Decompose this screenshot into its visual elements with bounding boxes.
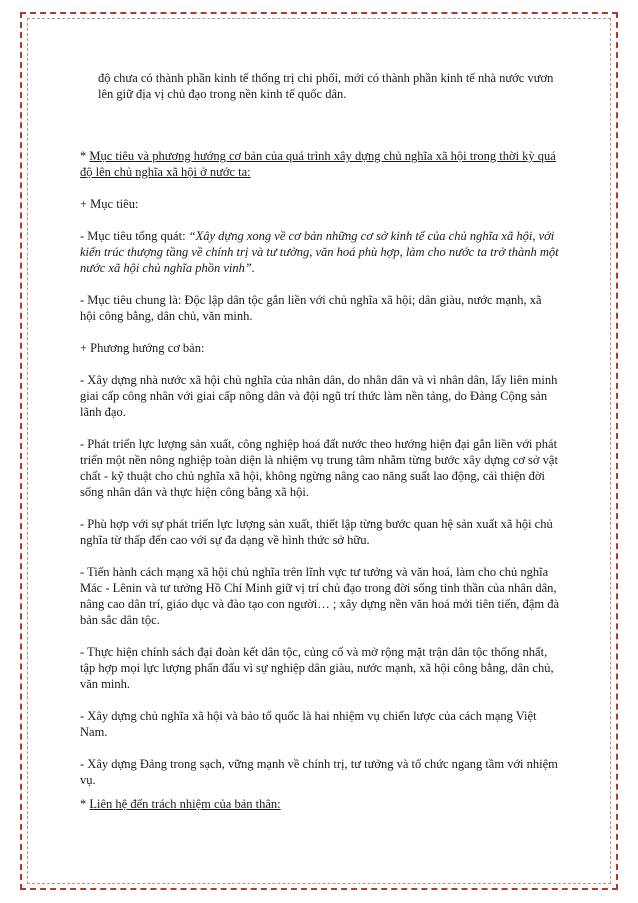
document-body: [80, 70, 560, 828]
heading-text: Mục tiêu và phương hướng cơ bản của quá trình xây dựng chủ nghĩa xã hội trong thời kỳ quá độ lên chủ nghĩa xã hội ở nước ta:: [80, 149, 556, 179]
section-heading-responsibility: [80, 796, 560, 812]
heading-marker: *: [80, 149, 90, 163]
paragraph-direction-party: - Xây dựng Đảng trong sạch, vững mạnh về chính trị, tư tưởng và tổ chức ngang tầm với nhiệm vụ.: [80, 757, 558, 787]
section-heading-goals: [80, 148, 560, 180]
responsibility-text: Liên hệ đến trách nhiệm của bản thân:: [89, 797, 281, 811]
subheading-directions: + Phương hướng cơ bản:: [80, 341, 205, 355]
subheading-goals: + Mục tiêu:: [80, 197, 139, 211]
paragraph-direction-state: - Xây dựng nhà nước xã hội chủ nghĩa của nhân dân, do nhân dân và vì nhân dân, lấy liên minh giai cấp công nhân với giai cấp nông dân và đội ngũ trí thức làm nền tảng, do Đảng Cộng sản lãnh đạo.: [80, 373, 558, 419]
paragraph-general-goal: [80, 228, 560, 276]
paragraph-direction-relations: - Phù hợp với sự phát triển lực lượng sản xuất, thiết lập từng bước quan hệ sản xuất xã hội chủ nghĩa từ thấp đến cao với sự đa dạng về hình thức sở hữu.: [80, 517, 553, 547]
paragraph-intro: độ chưa có thành phần kinh tế thống trị chi phối, mới có thành phần kinh tế nhà nước vươn lên giữ địa vị chủ đạo trong nền kinh tế quốc dân.: [98, 71, 554, 101]
general-goal-quote: “Xây dựng xong về cơ bản những cơ sở kinh tế của chủ nghĩa xã hội, với kiến trúc thượng tầng về chính trị và tư tưởng, văn hoá phù hợp, làm cho nước ta trở thành một nước xã hội chủ nghĩa phồn vinh”.: [80, 229, 559, 275]
responsibility-marker: *: [80, 797, 90, 811]
paragraph-direction-culture: - Tiến hành cách mạng xã hội chủ nghĩa trên lĩnh vực tư tưởng và văn hoá, làm cho chủ nghĩa Mác - Lênin và tư tưởng Hồ Chí Minh giữ vị trí chủ đạo trong đời sống tinh thần của nhân dân, nâng cao dân trí, giáo dục và đào tạo con người… ; xây dựng nền văn hoá mới tiên tiến, đậm đà bản sắc dân tộc.: [80, 565, 560, 627]
paragraph-direction-production: - Phát triển lực lượng sản xuất, công nghiệp hoá đất nước theo hướng hiện đại gắn liền với phát triển một nền nông nghiệp toàn diện là nhiệm vụ trung tâm nhằm từng bước xây dựng cơ sở vật chất - kỹ thuật cho chủ nghĩa xã hội, không ngừng nâng cao năng suất lao động, cải thiện đời sống nhân dân và thực hiện công bằng xã hội.: [80, 437, 558, 499]
general-goal-label: - Mục tiêu tổng quát:: [80, 229, 189, 243]
paragraph-direction-unity: - Thực hiện chính sách đại đoàn kết dân tộc, củng cố và mở rộng mặt trận dân tộc thống nhất, tập hợp mọi lực lượng phấn đấu vì sự nghiệp dân giàu, nước mạnh, xã hội công bằng, dân chủ, văn minh.: [80, 645, 554, 691]
paragraph-common-goal: - Mục tiêu chung là: Độc lập dân tộc gắn liền với chủ nghĩa xã hội; dân giàu, nước mạnh, xã hội công bằng, dân chủ, văn minh.: [80, 293, 542, 323]
paragraph-direction-defense: - Xây dựng chủ nghĩa xã hội và bảo tổ quốc là hai nhiệm vụ chiến lược của cách mạng Việt Nam.: [80, 709, 537, 739]
